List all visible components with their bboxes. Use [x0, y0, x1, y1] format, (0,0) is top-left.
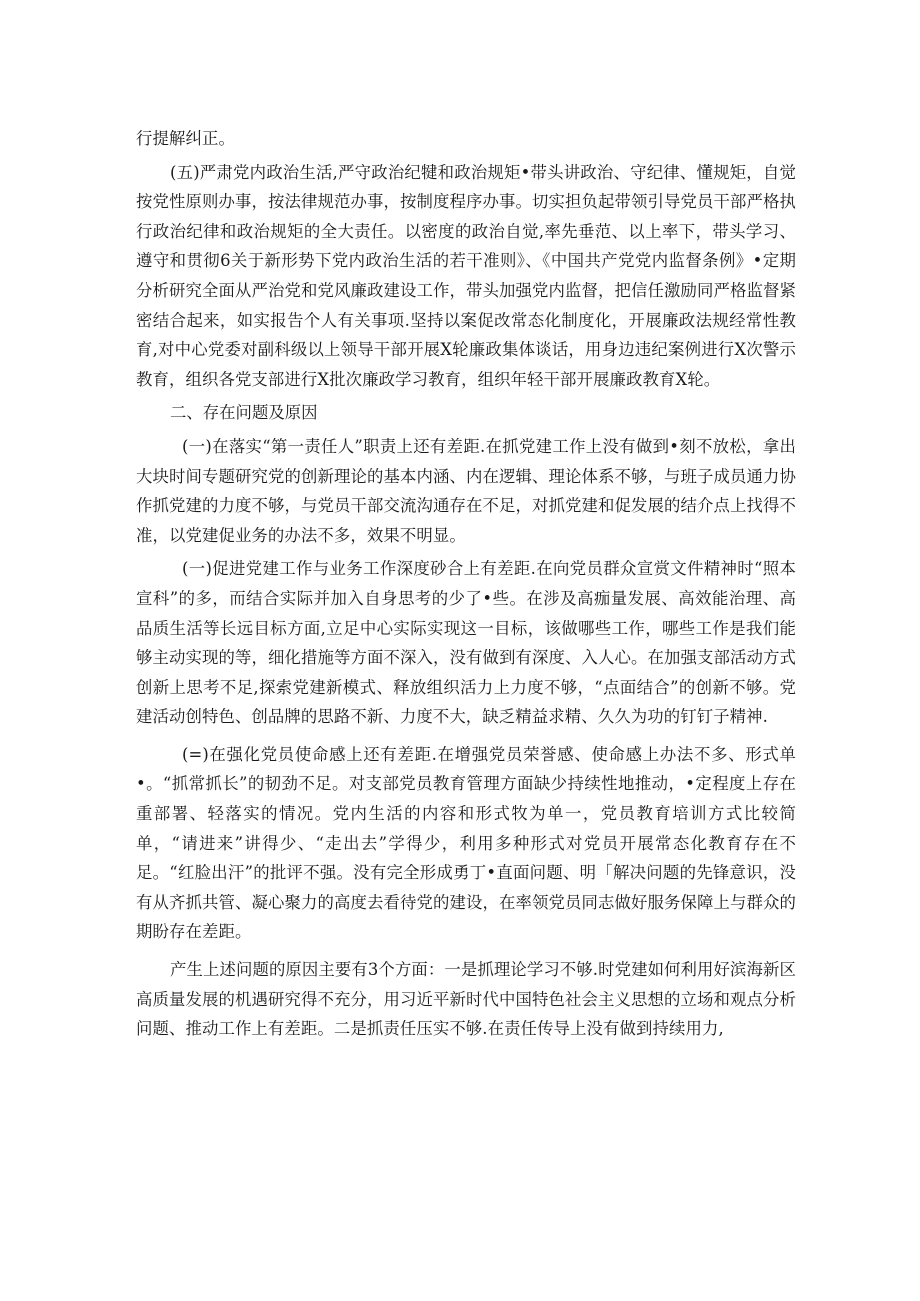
paragraph-problem-one: (一)在落实“第一责任人”职责上还有差距.在抓党建工作上没有做到•刻不放松，拿出大块时间专题研究党的创新理论的基本内涵、内在逻辑、理论体系不够，与班子成员通力协作抓党建的力度不够，与党员干部交流沟通存在不足，对抓党建和促发展的结介点上找得不准，以党建促业务的办法不多，效果不明显。	[136, 436, 796, 545]
paragraph-continuation: 行提解纠正。	[136, 129, 235, 148]
section-heading-problems: 二、存在问题及原因	[170, 403, 318, 423]
paragraph-section-five: (五)严肃党内政治生活,严守政治纪犍和政治规矩•带头讲政治、守纪律、懂规矩，自觉按党性原则办事，按法律规范办事，按制度程序办事。切实担负起带领引导党员干部严格执行政治纪律和政治规矩的全大责任。以密度的政治自觉,率先垂范、以上率下，带头学习、遵守和贯彻6关于新形势下党内政治生活的若干准则》、《中国共产党党内监督条例》•定期分析研究全面从严治党和党风廉政建设工作，带头加强党内监督，把信任激励同严格监督紧密结合起来，如实报告个人有关事项.坚持以案促改常态化制度化，开展廉政法规经常性教育,对中心党委对副科级以上领导干部开展X轮廉政集体谈话，用身边违纪案例进行X次警示教育，组织各党支部进行X批次廉政学习教育，组织年轻干部开展廉政教育X轮。	[136, 162, 796, 389]
document-body	[136, 124, 796, 1044]
paragraph-causes: 产生上述问题的原因主要有3个方面：一是抓理论学习不够.时党建如何利用好滨海新区高质量发展的机遇研究得不充分，用习近平新时代中国特色社会主义思想的立场和观点分析问题、推动工作上有差距。二是抓责任压实不够.在责任传导上没有做到持续用力,	[136, 960, 796, 1039]
paragraph-problem-two: (一)促进党建工作与业务工作深度砂合上有差距.在向党员群众宣赏文件精神时“照本宣科”的多，而结合实际并加入自身思考的少了•些。在涉及高痂量发展、高效能治理、高品质生活等长远目标方面,立足中心实际实现这一目标，该做哪些工作，哪些工作是我们能够主动实现的等，细化措施等方面不深入，没有做到有深度、入人心。在加强支部活动方式创新上思考不足,探索党建新模式、释放组织活力上力度不够，“点面结合”的创新不够。党建活动创特色、创品牌的思路不新、力度不大，缺乏精益求精、久久为功的钉钉子精神.	[136, 559, 796, 727]
paragraph-problem-three: (=)在强化党员使命感上还有差距.在增强党员荣誉感、使命感上办法不多、形式单•。“抓常抓长”的韧劲不足。对支部党员教育管理方面缺少持续性地推动，•定程度上存在重部署、轻落实的情况。党内生活的内容和形式牧为单一，党员教育培训方式比较简单，“请进来”讲得少、“走出去”学得少，利用多种形式对党员开展常态化教育存在不足。“红脸出汗”的批评不强。没有完全形成勇丁•直面问题、明「解决问题的先锋意识，没有从齐抓共管、凝心聚力的高度去看待党的建设，在率领党员同志做好服务保障上与群众的期盼存在差距。	[136, 744, 796, 942]
